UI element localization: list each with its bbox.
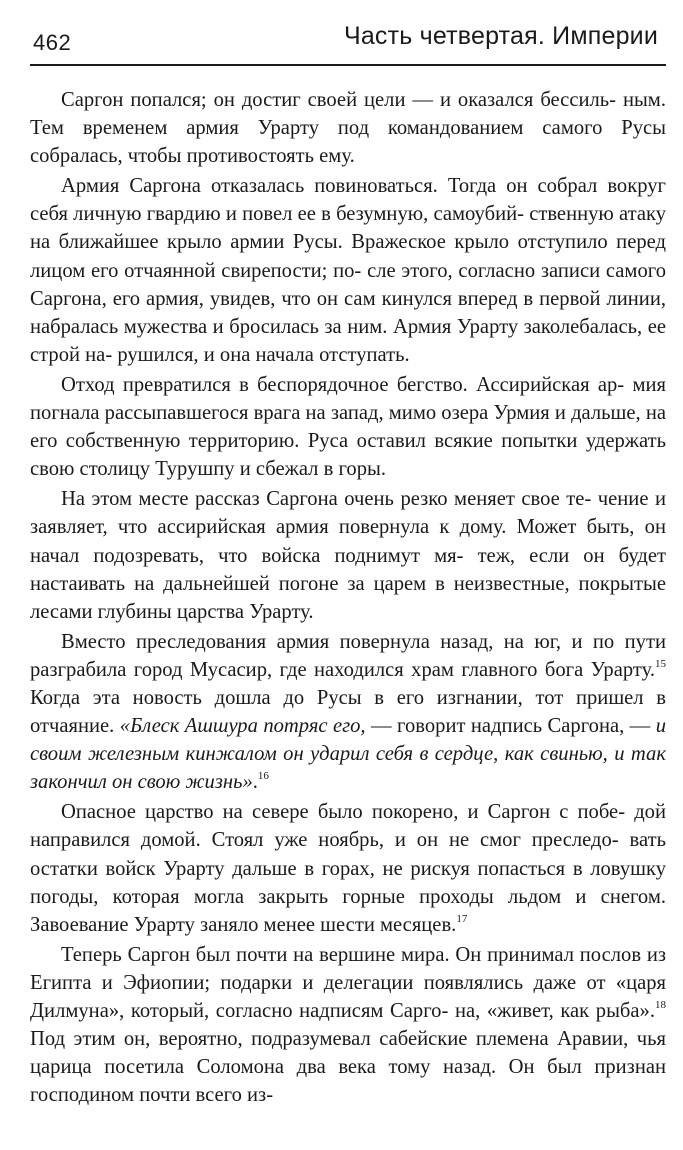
quote-text: в сердце, как свинью, и так закончил он свою жизнь» (30, 743, 666, 794)
paragraph-6: Опасное царство на севере было покорено, и Саргон с побе- дой направился домой. Стоял уже ноябрь, и он не смог преследо- вать остатки войск Урарту дальше в горах, не рискуя попасться в ловушку погоды, которая могла закрыть горные проходы льдом и снегом. Завоевание Урарту заняло менее шести месяцев.$^{17}$ (30, 801, 666, 936)
running-head: Часть четвертая. Империи (343, 22, 658, 50)
page-header (30, 18, 666, 66)
paragraph-2: Армия Саргона отказалась повиноваться. Тогда он собрал вокруг себя личную гвардию и повел ее в безумную, самоубий- ственную атаку на ближайшее крыло армии Русы. Вражеское крыло отступило перед лицом его отчаянной свирепости; по- сле этого, согласно записи самого Саргона, его армия, увидев, что он сам кинулся вперед в первой линии, набралась мужества и бросилась за ним. Армия Урарту заколебалась, ее строй на- рушился, и она начала отступать. (30, 175, 667, 366)
page-number: 462 (33, 30, 72, 55)
footnote-ref[interactable]: 16 (257, 770, 269, 783)
footnote-ref[interactable]: 15 (655, 657, 666, 670)
footnote-ref[interactable]: 17 (456, 912, 468, 925)
body-text (30, 86, 666, 1109)
paragraph-4: На этом месте рассказ Саргона очень резко меняет свое те- чение и заявляет, что ассирийская армия повернула к дому. Может быть, он начал подозревать, что войска поднимут мя- теж, если он будет настаивать на дальнейшей погоне за царем в неизвестные, покрытые лесами глубины царства Урарту. (30, 488, 666, 623)
paragraph-3: Отход превратился в беспорядочное бегство. Ассирийская ар- мия погнала рассыпавшегося врага на запад, мимо озера Урмия и дальше, на его собственную территорию. Руса оставил всякие попытки удержать свою столицу Турушпу и сбежал в горы. (30, 373, 667, 481)
paragraph-5: Вместо преследования армия повернула назад, на юг, и по пути разграбила город Мусасир, где находился храм главного бога Урарту.$^{15}$ Когда эта новость дошла до Русы в его изгнании, тот пришел в отчаяние. «Блеск Ашшура потряс его, — говорит надпись Саргона, — и своим железным кинжалом он ударил себя в сердце, как свинью, и так закончил он свою жизнь».$^{16}$ (30, 630, 667, 794)
paragraph-1: Саргон попался; он достиг своей цели — и оказался бессиль- ным. Тем временем армия Урарту под командованием самого Русы собралась, чтобы противостоять ему. (30, 89, 666, 168)
quote-text: «Блеск Ашшура потряс его, (119, 715, 366, 738)
footnote-ref[interactable]: 18 (655, 999, 666, 1011)
paragraph-7: Теперь Саргон был почти на вершине мира. Он принимал послов из Египта и Эфиопии; подарки и делегации появлялись даже от «царя Дилмуна», который, согласно надписям Сарго- на, «живет, как рыба».$^{18}$ Под этим он, вероятно, подразумевал сабейские племена Аравии, чья царица посетила Соломона два века тому назад. Он был признан господином почти всего из- (30, 943, 667, 1107)
quote-text: и своим железным кинжалом он ударил себя (30, 715, 667, 766)
